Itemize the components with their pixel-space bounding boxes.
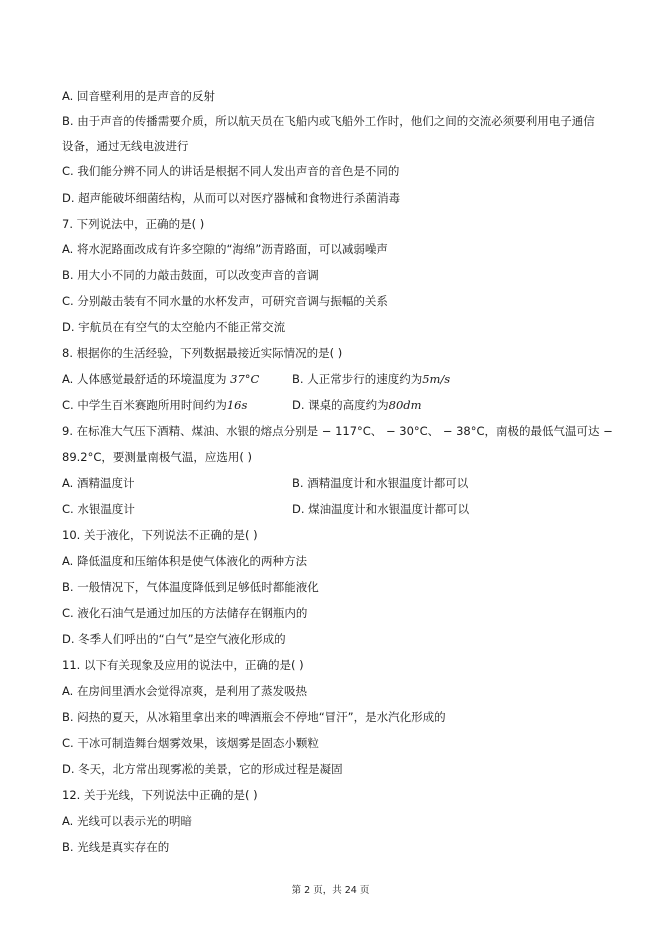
q10-option-a: A. 降低温度和压缩体积是使气体液化的两种方法 xyxy=(62,554,307,568)
q8-option-a-value: 37°C xyxy=(230,372,260,386)
q7-option-c: C. 分别敲击装有不同水量的水杯发声，可研究音调与振幅的关系 xyxy=(62,294,388,308)
q9-option-c: C. 水银温度计 xyxy=(62,502,135,516)
q7-option-b: B. 用大小不同的力敲击鼓面，可以改变声音的音调 xyxy=(62,268,319,282)
q8-option-b-text: B. 人正常步行的速度约为 xyxy=(292,372,423,386)
q7-stem: 7. 下列说法中，正确的是( ) xyxy=(62,217,205,231)
q11-option-b: B. 闷热的夏天，从冰箱里拿出来的啤酒瓶会不停地“冒汗”，是水汽化形成的 xyxy=(62,710,446,724)
q9-option-b: B. 酒精温度计和水银温度计都可以 xyxy=(292,476,469,490)
q8-option-b-value: 5m/s xyxy=(422,372,451,386)
q7-option-d: D. 宇航员在有空气的太空舱内不能正常交流 xyxy=(62,320,286,334)
q10-option-d: D. 冬季人们呼出的“白气”是空气液化形成的 xyxy=(62,632,286,646)
q10-stem: 10. 关于液化，下列说法不正确的是( ) xyxy=(62,528,258,542)
q6-option-d: D. 超声能破坏细菌结构，从而可以对医疗器械和食物进行杀菌消毒 xyxy=(62,191,401,205)
q10-option-b: B. 一般情况下，气体温度降低到足够低时都能液化 xyxy=(62,580,319,594)
q11-option-d: D. 冬天，北方常出现雾凇的美景，它的形成过程是凝固 xyxy=(62,762,343,776)
q8-stem: 8. 根据你的生活经验，下列数据最接近实际情况的是( ) xyxy=(62,346,343,360)
q12-option-a: A. 光线可以表示光的明暗 xyxy=(62,814,192,828)
q6-option-b-cont: 设备，通过无线电波进行 xyxy=(62,139,189,153)
page-footer: 第 2 页，共 24 页 xyxy=(291,885,370,896)
q10-option-c: C. 液化石油气是通过加压的方法储存在钢瓶内的 xyxy=(62,606,308,620)
q12-stem: 12. 关于光线，下列说法中正确的是( ) xyxy=(62,788,258,802)
q11-option-c: C. 干冰可制造舞台烟雾效果，该烟雾是固态小颗粒 xyxy=(62,736,319,750)
q8-option-c-value: 16s xyxy=(226,398,248,412)
q8-option-a-text: A. 人体感觉最舒适的环境温度为 xyxy=(62,372,231,386)
q11-stem: 11. 以下有关现象及应用的说法中，正确的是( ) xyxy=(62,658,304,672)
q6-option-b: B. 由于声音的传播需要介质，所以航天员在飞船内或飞船外工作时，他们之间的交流必须要利用电子通信 xyxy=(62,114,595,128)
q9-option-a: A. 酒精温度计 xyxy=(62,476,135,490)
q8-option-c-text: C. 中学生百米赛跑所用时间约为 xyxy=(62,398,227,412)
q8-option-d-value: 80dm xyxy=(388,398,422,412)
q12-option-b: B. 光线是真实存在的 xyxy=(62,840,170,854)
q9-option-d: D. 煤油温度计和水银温度计都可以 xyxy=(292,502,470,516)
q7-option-a: A. 将水泥路面改成有许多空隙的“海绵”沥青路面，可以减弱噪声 xyxy=(62,242,388,256)
q11-option-a: A. 在房间里洒水会觉得凉爽，是利用了蒸发吸热 xyxy=(62,684,307,698)
q8-option-d-text: D. 课桌的高度约为 xyxy=(292,398,389,412)
q8-option-c xyxy=(62,397,247,413)
q8-option-a xyxy=(62,371,259,387)
q6-option-a: A. 回音壁利用的是声音的反射 xyxy=(62,89,215,103)
q8-option-b xyxy=(292,371,450,387)
q6-option-c: C. 我们能分辨不同人的讲话是根据不同人发出声音的音色是不同的 xyxy=(62,164,400,178)
q9-stem: 9. 在标准大气压下酒精、煤油、水银的熔点分别是 − 117°C、 − 30°C、 − 38°C，南极的最低气温可达 − xyxy=(62,424,613,438)
q9-stem-cont: 89.2°C，要测量南极气温，应选用( ) xyxy=(62,450,253,464)
q8-option-d xyxy=(292,397,422,413)
